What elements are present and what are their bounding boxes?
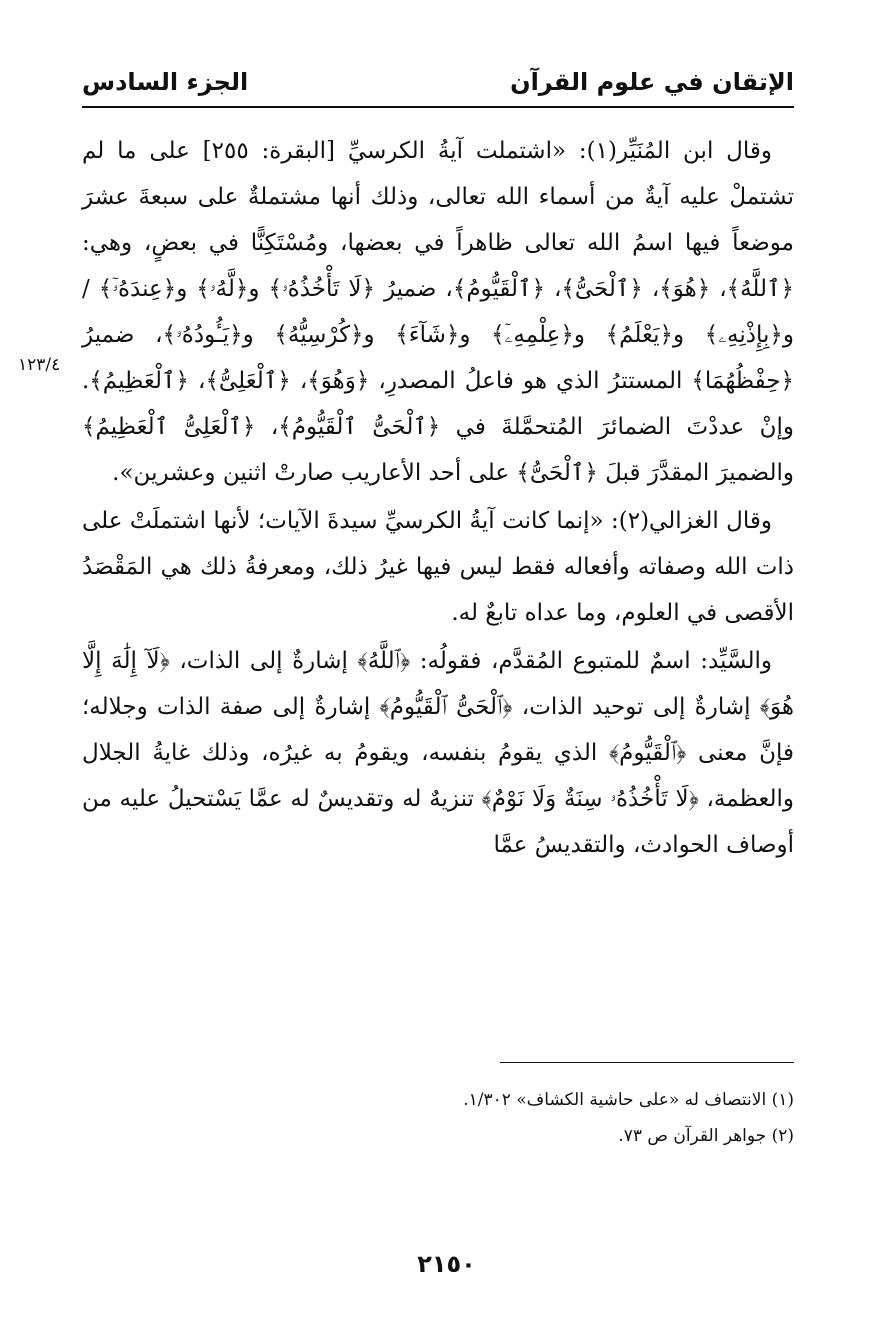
footnotes (82, 1082, 794, 1154)
paragraph-ibn-munayyir: وقال ابن المُنَيِّر(١): «اشتملت آيةُ الكرسيِّ [البقرة: ٢٥٥] على ما لم تشتملْ عليه آيةٌ من أسماء الله تعالى، وذلك أنها مشتملةٌ على سبعةَ عشرَ موضعاً فيها اسمُ الله تعالى ظاهراً في بعضها، ومُسْتَكِنًّا في بعضٍ، وهي: ﴿ٱللَّهُ﴾، ﴿هُوَ﴾، ﴿ٱلْحَىُّ﴾، ﴿ٱلْقَيُّومُ﴾، ضميرُ ﴿لَا تَأْخُذُهُۥ﴾ و﴿لَّهُۥ﴾ و﴿عِندَهُۥٓ﴾ / و﴿بِإِذْنِهِۦ﴾ و﴿يَعْلَمُ﴾ و﴿عِلْمِهِۦٓ﴾ و﴿شَآءَ﴾ و﴿كُرْسِيُّهُ﴾ و﴿يَـُٔودُهُۥ﴾، ضميرُ ﴿حِفْظُهُمَا﴾ المستترُ الذي هو فاعلُ المصدرِ، ﴿وَهُوَ﴾، ﴿ٱلْعَلِىُّ﴾، ﴿ٱلْعَظِيمُ﴾. وإنْ عددْتَ الضمائرَ المُتحمَّلةَ في ﴿ٱلْحَىُّ ٱلْقَيُّومُ﴾، ﴿ٱلْعَلِىُّ ٱلْعَظِيمُ﴾ والضميرَ المقدَّرَ قبلَ ﴿ٱلْحَىُّ﴾ على أحد الأعاريب صارتْ اثنين وعشرين». (82, 138, 794, 486)
margin-page-reference: ١٢٣/٤ (18, 355, 61, 375)
part-label: الجزء السادس (82, 68, 249, 96)
main-text (82, 128, 794, 868)
paragraph-sayyid: والسَّيِّد: اسمٌ للمتبوع المُقدَّم، فقولُه: ﴿ٱللَّهُ﴾ إشارةٌ إلى الذات، ﴿لَآ إِلَٰهَ إِلَّا هُوَ﴾ إشارةٌ إلى توحيد الذات، ﴿ٱلْحَىُّ ٱلْقَيُّومُ﴾ إشارةٌ إلى صفة الذات وجلاله؛ فإنَّ معنى ﴿ٱلْقَيُّومُ﴾ الذي يقومُ بنفسه، ويقومُ به غيرُه، وذلك غايةُ الجلال والعظمة، ﴿لَا تَأْخُذُهُۥ سِنَةٌ وَلَا نَوْمٌ﴾ تنزيهٌ له وتقديسٌ له عمَّا يَسْتحيلُ عليه من أوصاف الحوادث، والتقديسُ عمَّا (82, 648, 794, 858)
page-number: ٢١٥٠ (417, 1250, 476, 1278)
footnote-divider (500, 1062, 794, 1063)
footnote-2: (٢) جواهر القرآن ص ٧٣. (618, 1126, 794, 1146)
paragraph-ghazali: وقال الغزالي(٢): «إنما كانت آيةُ الكرسيِّ سيدةَ الآيات؛ لأنها اشتملَتْ على ذات الله وصفاته وأفعاله فقط ليس فيها غيرُ ذلك، ومعرفةُ ذلك هي المَقْصَدُ الأقصى في العلوم، وما عداه تابعٌ له. (82, 508, 794, 626)
footnote-1: (١) الانتصاف له «على حاشية الكشاف» ١/٣٠٢. (463, 1090, 794, 1110)
book-title: الإتقان في علوم القرآن (510, 68, 794, 96)
page-header (82, 58, 794, 108)
